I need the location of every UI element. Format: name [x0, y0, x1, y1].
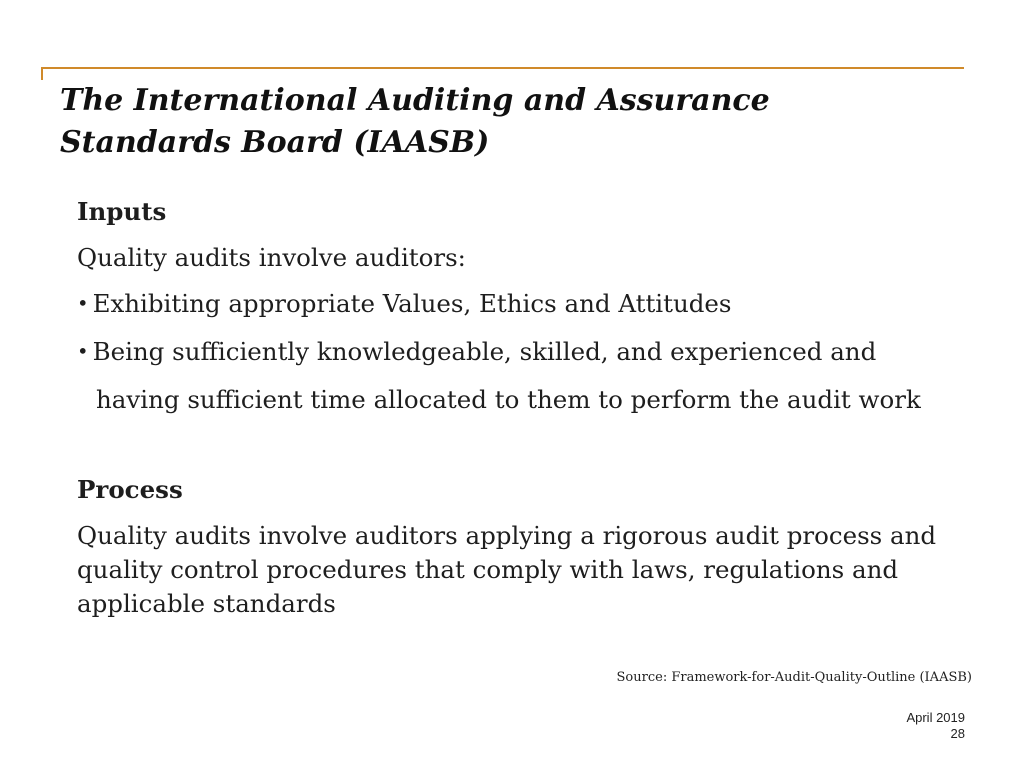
inputs-bullet-knowledge: [77, 335, 937, 371]
bullet-marker: •: [77, 340, 89, 363]
inputs-continuation: having sufficient time allocated to them to perform the audit work: [96, 385, 921, 414]
inputs-heading: Inputs: [77, 197, 167, 226]
page-number: 28: [950, 726, 965, 741]
inputs-bullet-values-text: Exhibiting appropriate Values, Ethics and Attitudes: [92, 289, 732, 318]
inputs-bullet-knowledge-text: Being sufficiently knowledgeable, skilled, and experienced and: [92, 337, 877, 366]
inputs-intro: Quality audits involve auditors:: [77, 243, 466, 272]
slide-title-line1: The International Auditing and Assurance: [60, 83, 770, 118]
source-citation: Source: Framework-for-Audit-Quality-Outline (IAASB): [616, 670, 972, 685]
process-heading: Process: [77, 475, 183, 504]
title-accent-line: [41, 67, 964, 69]
slide-footer: [906, 710, 965, 742]
bullet-marker: •: [77, 292, 89, 315]
slide-body: [77, 195, 937, 633]
title-accent-tick: [41, 67, 43, 80]
slide-title-line2: Standards Board (IAASB): [60, 125, 490, 160]
footer-date: April 2019: [906, 710, 965, 725]
section-spacer: [77, 429, 937, 473]
slide-title: [60, 80, 860, 164]
inputs-bullet-values: [77, 287, 937, 323]
process-body: Quality audits involve auditors applying a rigorous audit process and quality control procedures that comply with laws, regulations and applicable standards: [77, 521, 937, 618]
